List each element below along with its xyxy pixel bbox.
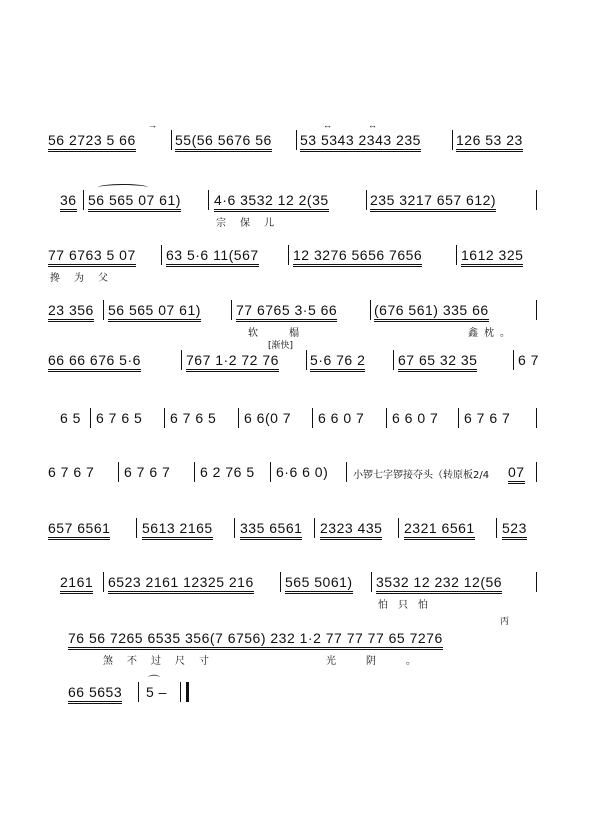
note-group: 6 7 6 5 bbox=[170, 410, 217, 426]
note-group: 77 6763 5 07 bbox=[48, 247, 136, 267]
bar-line bbox=[452, 130, 453, 150]
lyric-text: 鑫枕。 bbox=[468, 328, 516, 339]
lyric-text: 怕只怕 bbox=[378, 600, 438, 611]
note-group: 56 2723 5 66 bbox=[48, 132, 136, 152]
bar-line bbox=[306, 350, 307, 370]
bar-line bbox=[370, 300, 371, 320]
bar-line bbox=[181, 350, 182, 370]
bar-line bbox=[456, 245, 457, 265]
note-group: 126 53 23 bbox=[456, 132, 523, 152]
arrow-mark: → bbox=[148, 120, 157, 130]
note-group: 5·6 76 2 bbox=[310, 352, 365, 372]
bar-line bbox=[161, 245, 162, 265]
note-group: 23 356 bbox=[48, 302, 94, 322]
note-group: 12 3276 5656 7656 bbox=[293, 247, 422, 267]
bar-line bbox=[270, 462, 271, 482]
note-group: 4·6 3532 12 2(35 bbox=[214, 192, 329, 212]
bar-line bbox=[171, 130, 172, 150]
note-group: 1612 325 bbox=[461, 247, 523, 267]
bar-line bbox=[371, 572, 372, 592]
note-group: 6 6 0 7 bbox=[318, 410, 365, 426]
note-group: 6 7 6 7 bbox=[464, 410, 511, 426]
bar-line bbox=[513, 350, 514, 370]
bar-line bbox=[164, 408, 165, 428]
note-group: 76 56 7265 6535 356(7 6756) 232 1·2 77 77 77 65 7276 bbox=[68, 630, 443, 650]
bar-line bbox=[83, 190, 84, 210]
note-group: 6 6(0 7 bbox=[244, 410, 292, 426]
bar-line bbox=[103, 572, 104, 592]
note-group: 53 5343 2343 235 bbox=[300, 132, 421, 152]
note-group: 565 5061) bbox=[285, 574, 353, 594]
note-group: 6 7 6 7 bbox=[124, 464, 171, 480]
bar-line bbox=[536, 190, 537, 210]
bar-line bbox=[136, 518, 137, 538]
note-group: 6 7 6 7 bbox=[48, 464, 95, 480]
note-group: 6 6 0 7 bbox=[392, 410, 439, 426]
bar-line bbox=[536, 462, 537, 482]
bar-line bbox=[234, 518, 235, 538]
note-group: 3532 12 232 12(56 bbox=[376, 574, 502, 594]
note-group: 6 7 6 5 bbox=[96, 410, 143, 426]
bar-line bbox=[312, 408, 313, 428]
bar-line bbox=[346, 462, 347, 482]
note-group: 36 bbox=[60, 192, 77, 212]
lyric-text: 搀为父 bbox=[50, 273, 122, 284]
note-group: 56 565 07 61) bbox=[108, 302, 201, 322]
annotation-text: 小锣七字锣接夺头（转原板2/4 bbox=[353, 470, 490, 481]
note-group: 66 5653 bbox=[68, 684, 122, 704]
bar-line bbox=[296, 130, 297, 150]
note-group: 6·6 6 0) bbox=[276, 464, 329, 480]
lyric-text: 煞不过尺寸 bbox=[103, 656, 223, 667]
tempo-marking: [渐快] bbox=[268, 341, 294, 351]
bar-line bbox=[458, 408, 459, 428]
bar-line bbox=[398, 518, 399, 538]
note-group: 63 5·6 11(567 bbox=[166, 247, 259, 267]
bar-line bbox=[314, 518, 315, 538]
note-group: 67 65 32 35 bbox=[398, 352, 477, 372]
bar-line bbox=[536, 572, 537, 592]
note-group: 55(56 5676 56 bbox=[175, 132, 272, 152]
lyric-text: 软 榻 bbox=[248, 328, 314, 339]
bar-line bbox=[536, 300, 537, 320]
note-group: 6 2 76 5 bbox=[200, 464, 255, 480]
bar-line bbox=[138, 682, 139, 702]
arrow-mark: ↔ bbox=[323, 120, 332, 130]
bar-line bbox=[386, 408, 387, 428]
note-group: 6 5 bbox=[60, 410, 81, 426]
note-group: 235 3217 657 612) bbox=[370, 192, 496, 212]
note-group: 66 66 676 5·6 bbox=[48, 352, 141, 372]
final-bar-line bbox=[180, 682, 189, 702]
note-group: 2161 bbox=[60, 574, 93, 594]
note-group: 2323 435 bbox=[320, 520, 382, 540]
note-group: 657 6561 bbox=[48, 520, 110, 540]
note-group: (676 561) 335 66 bbox=[374, 302, 489, 322]
lyric-text: 光阴。 bbox=[326, 656, 446, 667]
note-group: 56 565 07 61) bbox=[88, 192, 181, 212]
note-group: 07 bbox=[508, 464, 525, 484]
bar-line bbox=[208, 190, 209, 210]
note-group: 2321 6561 bbox=[404, 520, 475, 540]
bar-line bbox=[231, 300, 232, 320]
score-line-11 bbox=[48, 674, 548, 752]
bar-line bbox=[393, 350, 394, 370]
lyric-text: 宗保儿 bbox=[216, 218, 288, 229]
bar-line bbox=[118, 462, 119, 482]
note-group: 335 6561 bbox=[240, 520, 302, 540]
bar-line bbox=[194, 462, 195, 482]
bar-line bbox=[536, 408, 537, 428]
fermata-mark: ⌒ bbox=[148, 674, 161, 688]
note-group: 523 bbox=[502, 520, 527, 540]
bar-line bbox=[280, 572, 281, 592]
note-group: 767 1·2 72 76 bbox=[186, 352, 279, 372]
bar-line bbox=[288, 245, 289, 265]
note-group: 6523 2161 12325 216 bbox=[108, 574, 254, 594]
top-mark: 丙 bbox=[500, 617, 510, 627]
bar-line bbox=[496, 518, 497, 538]
note-group: 5 – bbox=[146, 684, 167, 700]
bar-line bbox=[238, 408, 239, 428]
note-group: 77 6765 3·5 66 bbox=[236, 302, 337, 322]
bar-line bbox=[103, 300, 104, 320]
slur-mark bbox=[98, 184, 148, 191]
note-group: 6 7 bbox=[518, 352, 539, 368]
bar-line bbox=[90, 408, 91, 428]
arrow-mark: ↔ bbox=[368, 120, 377, 130]
bar-line bbox=[366, 190, 367, 210]
note-group: 5613 2165 bbox=[142, 520, 213, 540]
